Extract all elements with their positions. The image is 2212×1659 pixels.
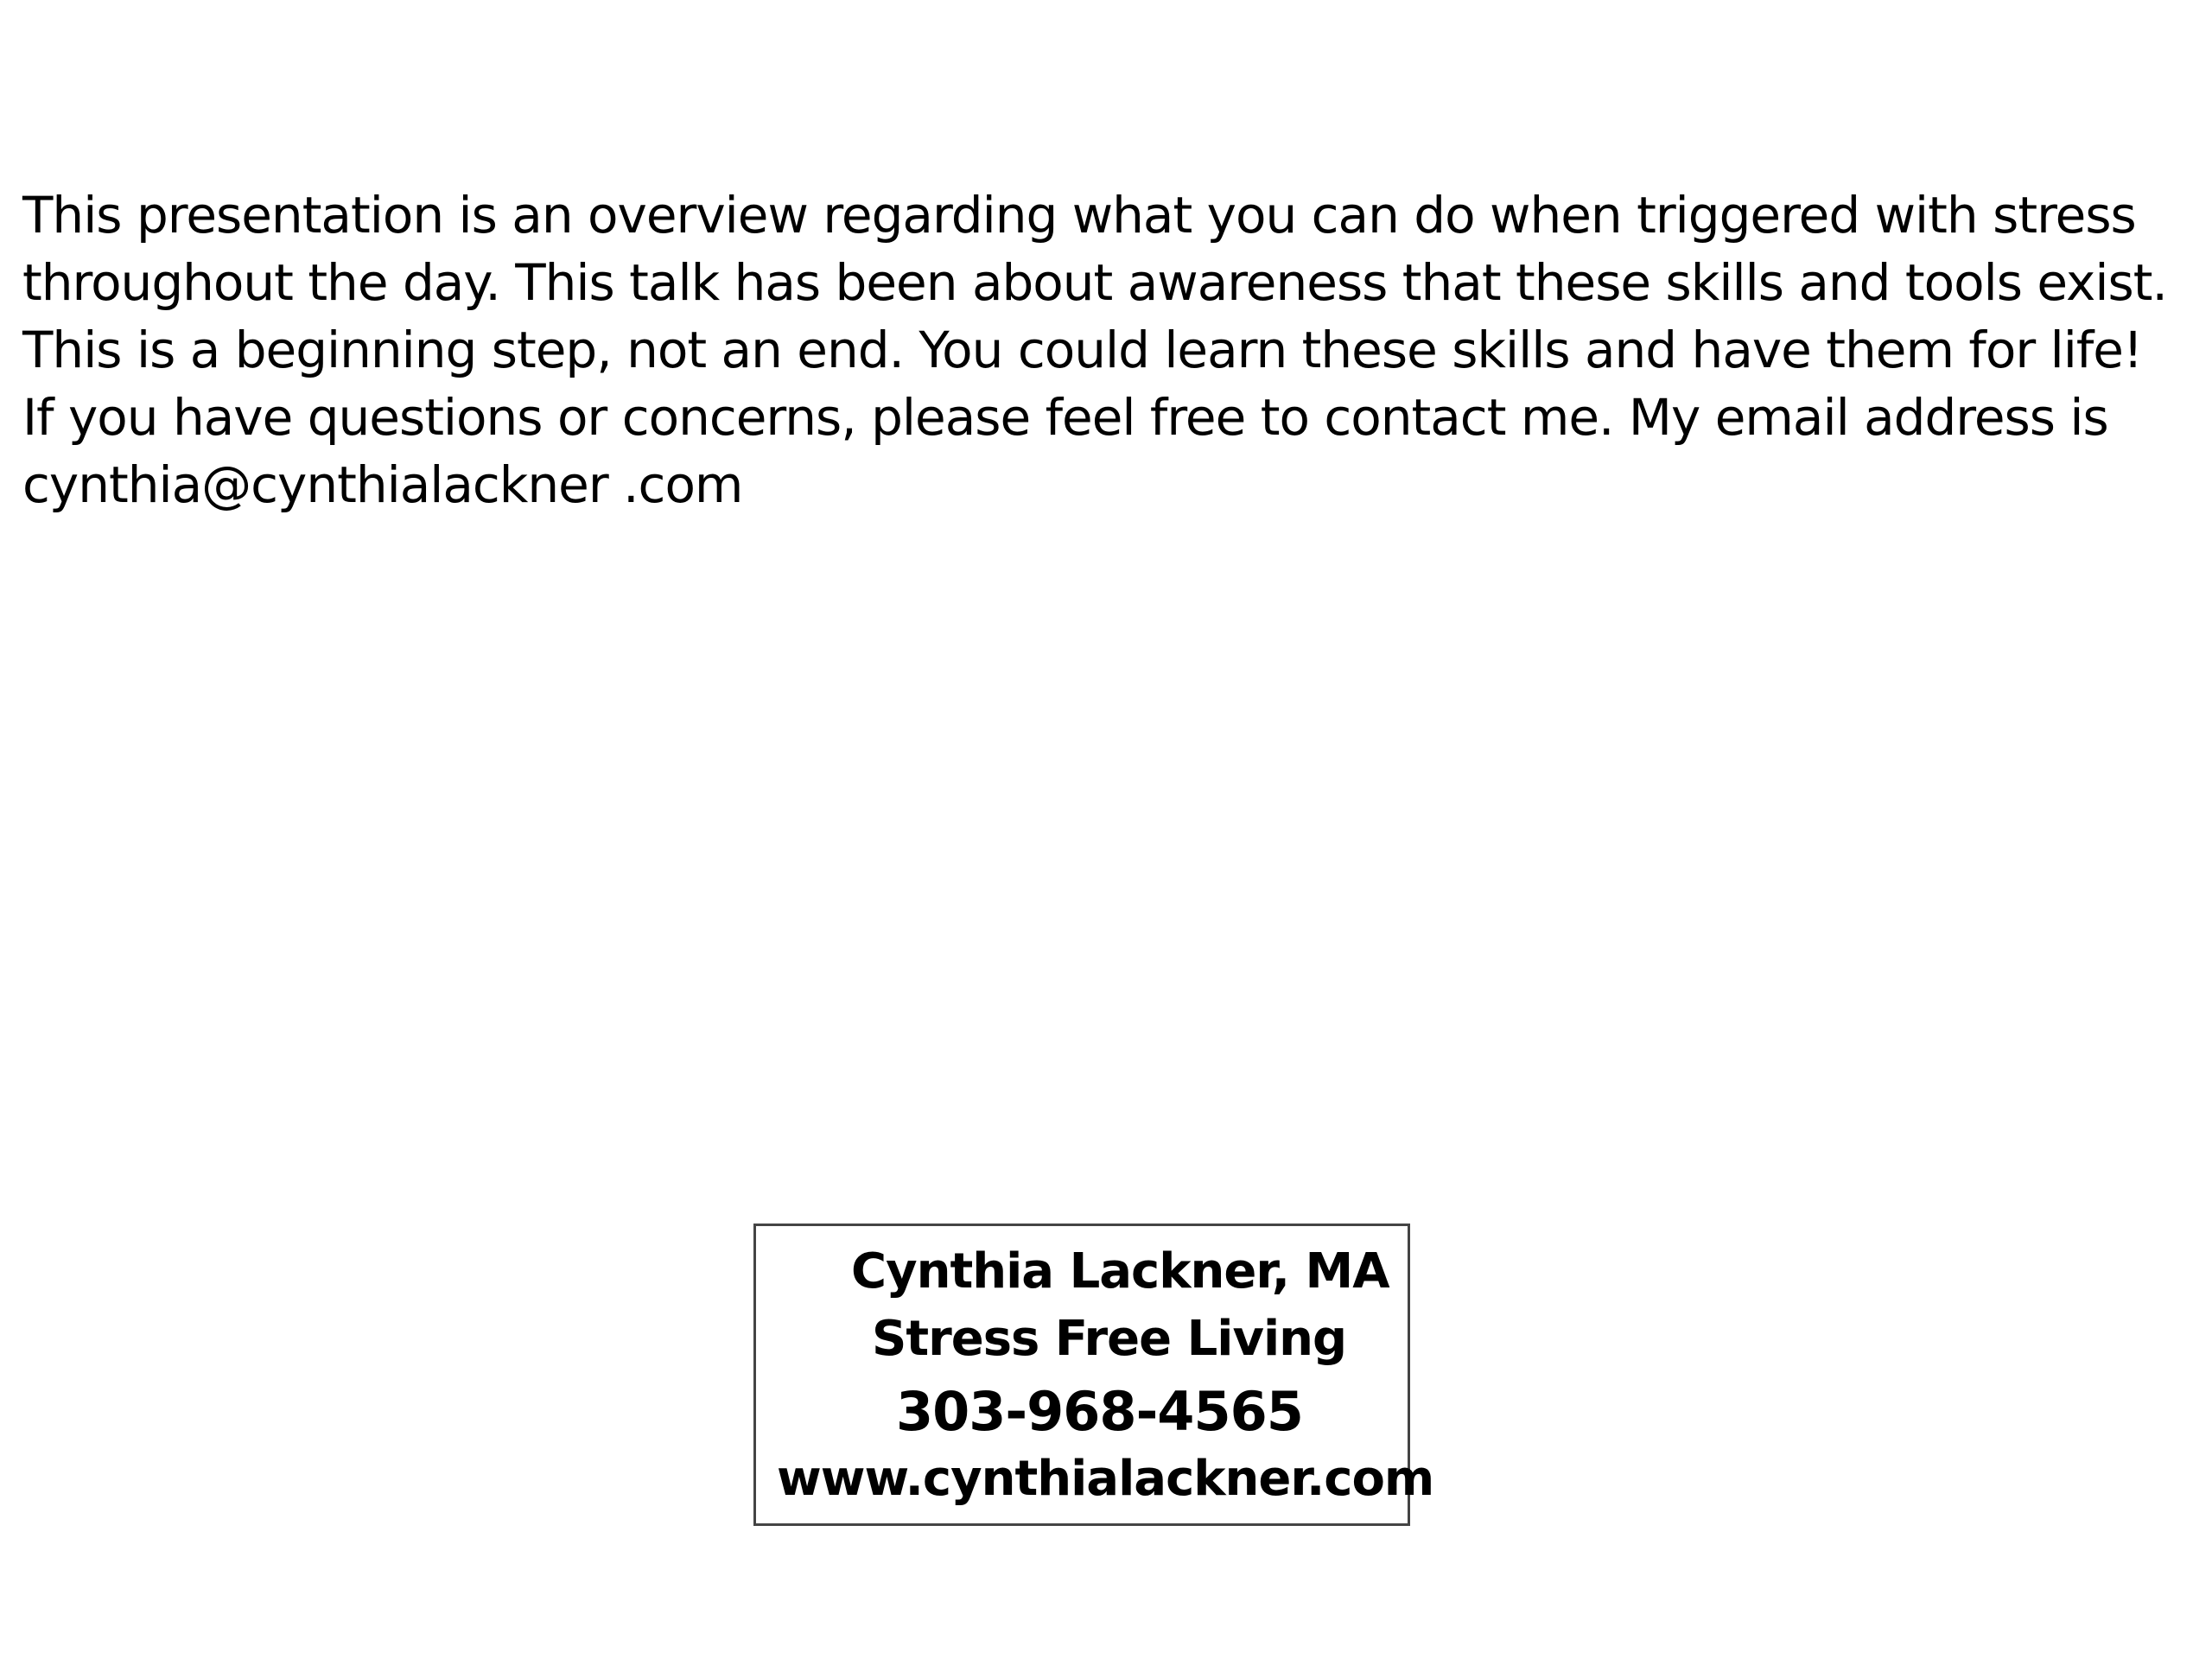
body-line: If you have questions or concerns, please feel free to contact me. My email address is: [22, 388, 2108, 447]
contact-website-link[interactable]: www.cynthialackner.com: [777, 1451, 1434, 1507]
body-line: throughout the day. This talk has been about awareness that these skills and tools exist.: [22, 253, 2167, 312]
contact-organization: Stress Free Living: [872, 1311, 1347, 1367]
body-line: This presentation is an overview regarding what you can do when triggered with stress: [22, 186, 2136, 245]
email-address: cynthia@cynthialackner .com: [22, 455, 743, 514]
contact-name: Cynthia Lackner, MA: [851, 1243, 1389, 1300]
contact-card: [753, 1224, 1434, 1526]
body-line: This is a beginning step, not an end. You could learn these skills and have them for life!: [22, 321, 2143, 379]
contact-phone: 303-968-4565: [896, 1380, 1303, 1443]
body-paragraph: [22, 181, 2183, 518]
